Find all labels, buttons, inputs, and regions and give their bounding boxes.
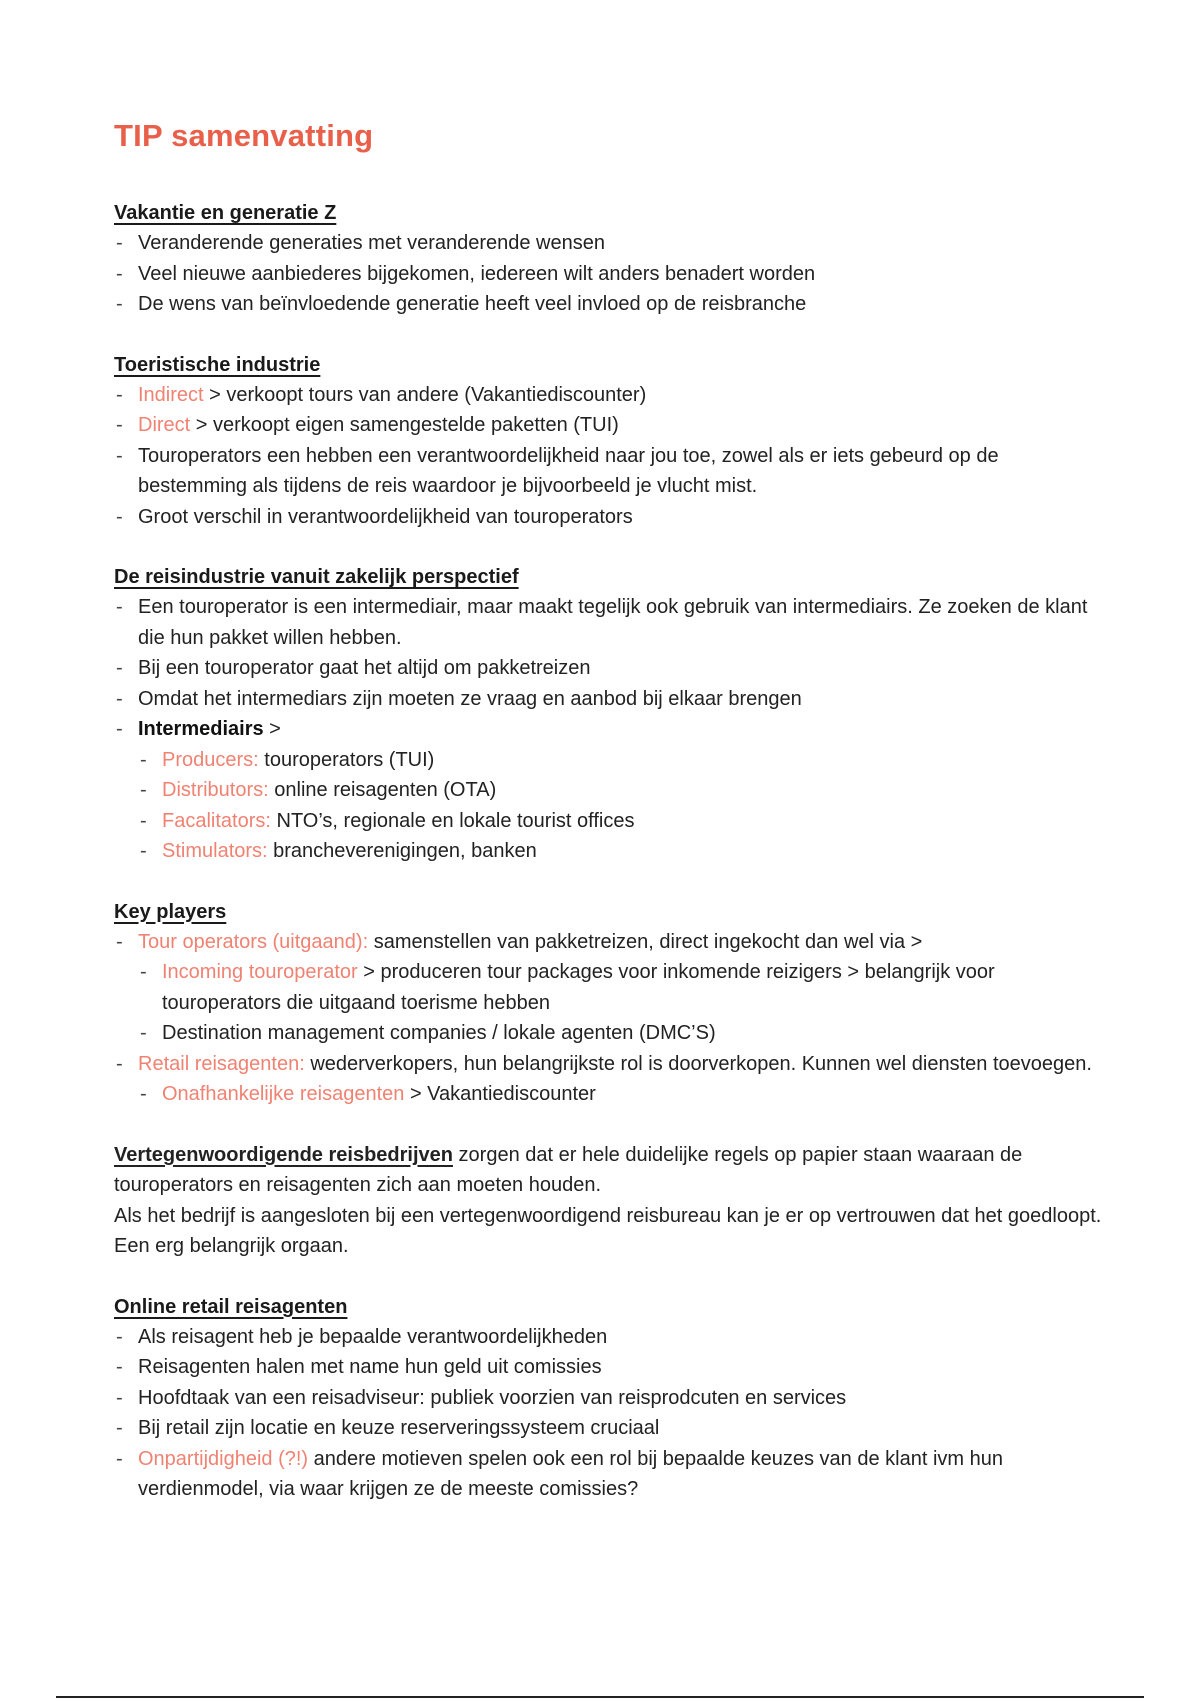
sub-list-item xyxy=(138,806,1104,837)
list-item: - Touroperators een hebben een verantwoordelijkheid naar jou toe, zowel als er iets gebeurd op de bestemming als tijdens de reis waardoor je bijvoorbeeld je vlucht mist. xyxy=(114,441,1104,502)
item-text: > verkoopt tours van andere (Vakantiediscounter) xyxy=(203,383,647,406)
section-vakantie-generatie-z xyxy=(114,198,1104,320)
highlight-term: Distributors: xyxy=(162,779,269,801)
bullet-list xyxy=(114,380,1104,533)
item-text: brancheverenigingen, banken xyxy=(267,840,537,862)
section-reisindustrie-zakelijk xyxy=(114,562,1104,867)
sub-list-item xyxy=(138,836,1104,867)
section-heading: Toeristische industrie xyxy=(114,353,321,376)
paragraph: Als het bedrijf is aangesloten bij een vertegenwoordigend reisbureau kan je er op vertrouwen dat het goedloopt. Een erg belangrijk orgaan. xyxy=(114,1204,1102,1257)
section-toeristische-industrie xyxy=(114,350,1104,533)
highlight-term: Retail reisagenten: xyxy=(138,1052,305,1075)
section-heading: Vakantie en generatie Z xyxy=(114,202,337,224)
sub-list-item xyxy=(138,775,1104,806)
bullet-list xyxy=(114,1322,1104,1505)
highlight-term: Tour operators (uitgaand): xyxy=(138,930,369,953)
item-text: andere motieven spelen ook een rol bij bepaalde keuzes van de klant ivm hun verdienmodel, via waar krijgen ze de meeste comissies? xyxy=(138,1447,1003,1500)
list-item: - De wens van beïnvloedende generatie heeft veel invloed op de reisbranche xyxy=(114,289,1104,320)
paragraph-text: zorgen dat er hele duidelijke regels op papier staan waaraan de touroperators en reisagenten zich aan moeten houden. xyxy=(114,1143,1023,1196)
sub-list xyxy=(138,745,1104,867)
item-text: > xyxy=(263,718,281,740)
list-item: - Veel nieuwe aanbiederes bijgekomen, iedereen wilt anders benadert worden xyxy=(114,259,1104,290)
highlight-term: Onafhankelijke reisagenten xyxy=(162,1083,405,1105)
section-key-players xyxy=(114,897,1104,1110)
list-item: - Veranderende generaties met veranderende wensen xyxy=(114,228,1104,259)
section-heading: De reisindustrie vanuit zakelijk perspectief xyxy=(114,566,519,588)
sub-list-item xyxy=(138,745,1104,776)
list-item: - Reisagenten halen met name hun geld uit comissies xyxy=(114,1352,1104,1383)
list-item xyxy=(114,714,1104,867)
bullet-list xyxy=(114,592,1104,867)
highlight-term: Producers: xyxy=(162,748,259,771)
list-item xyxy=(114,927,1104,1049)
item-text: samenstellen van pakketreizen, direct ingekocht dan wel via > xyxy=(368,930,923,953)
list-item xyxy=(114,380,1104,411)
item-text: > verkoopt eigen samengestelde paketten (TUI) xyxy=(190,414,619,436)
sub-list-item xyxy=(138,957,1104,1018)
section-heading: Vertegenwoordigende reisbedrijven xyxy=(114,1143,453,1166)
section-heading: Online retail reisagenten xyxy=(114,1295,348,1318)
highlight-term: Incoming touroperator xyxy=(162,961,358,983)
list-item xyxy=(114,1444,1104,1505)
footer-divider xyxy=(56,1696,1144,1698)
sub-list xyxy=(138,1079,1104,1110)
list-item: - Bij een touroperator gaat het altijd om pakketreizen xyxy=(114,653,1104,684)
highlight-term: Onpartijdigheid (?!) xyxy=(138,1447,309,1470)
item-text: > Vakantiediscounter xyxy=(404,1083,596,1105)
list-item: - Hoofdtaak van een reisadviseur: publiek voorzien van reisprodcuten en services xyxy=(114,1383,1104,1414)
highlight-term: Stimulators: xyxy=(162,840,268,862)
item-text: > produceren tour packages voor inkomende reizigers > belangrijk voor touroperators die uitgaand toerisme hebben xyxy=(162,961,995,1014)
highlight-term: Indirect xyxy=(138,383,204,406)
section-online-retail-reisagenten xyxy=(114,1292,1104,1505)
paragraph xyxy=(114,1140,1104,1201)
item-text: wederverkopers, hun belangrijkste rol is doorverkopen. Kunnen wel diensten toevoegen. xyxy=(304,1052,1092,1075)
list-item: - Een touroperator is een intermediair, maar maakt tegelijk ook gebruik van intermediairs. Ze zoeken de klant die hun pakket willen hebben. xyxy=(114,592,1104,653)
document-page xyxy=(114,112,1104,1535)
sub-list-item xyxy=(138,1079,1104,1110)
sub-list-item: - Destination management companies / lokale agenten (DMC’S) xyxy=(138,1018,1104,1049)
list-item xyxy=(114,1049,1104,1110)
list-item xyxy=(114,410,1104,441)
bullet-list xyxy=(114,927,1104,1110)
sub-list xyxy=(138,957,1104,1049)
section-heading: Key players xyxy=(114,900,227,923)
bold-term: Intermediairs xyxy=(138,718,264,740)
section-vertegenwoordigende-reisbedrijven xyxy=(114,1140,1104,1262)
item-text: online reisagenten (OTA) xyxy=(268,779,497,801)
list-item: - Bij retail zijn locatie en keuze reserveringssysteem cruciaal xyxy=(114,1413,1104,1444)
list-item: - Omdat het intermediars zijn moeten ze vraag en aanbod bij elkaar brengen xyxy=(114,684,1104,715)
item-text: NTO’s, regionale en lokale tourist offices xyxy=(270,809,635,832)
item-text: touroperators (TUI) xyxy=(258,748,435,771)
highlight-term: Direct xyxy=(138,414,191,436)
bullet-list xyxy=(114,228,1104,320)
list-item: - Als reisagent heb je bepaalde verantwoordelijkheden xyxy=(114,1322,1104,1353)
highlight-term: Facalitators: xyxy=(162,809,271,832)
document-title: TIP samenvatting xyxy=(114,118,374,153)
list-item: - Groot verschil in verantwoordelijkheid van touroperators xyxy=(114,502,1104,533)
